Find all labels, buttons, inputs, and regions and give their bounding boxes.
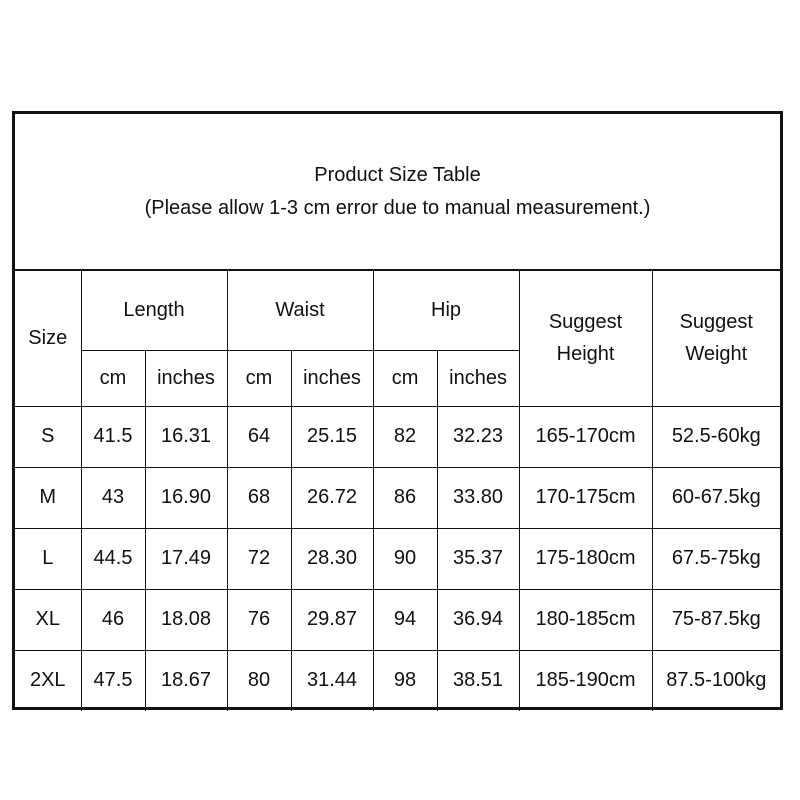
unit-hip-inches: inches [437,350,519,406]
cell-hip-cm: 98 [373,650,437,711]
cell-length-inches: 16.31 [145,406,227,467]
header-length: Length [81,271,227,350]
cell-waist-cm: 76 [227,589,291,650]
cell-suggest-height: 165-170cm [519,406,652,467]
table-row [15,650,780,711]
cell-size: 2XL [15,650,81,711]
cell-length-cm: 46 [81,589,145,650]
cell-length-inches: 17.49 [145,528,227,589]
header-size: Size [15,271,81,406]
cell-suggest-height: 180-185cm [519,589,652,650]
cell-suggest-weight: 52.5-60kg [652,406,780,467]
cell-size: M [15,467,81,528]
cell-length-inches: 16.90 [145,467,227,528]
cell-hip-cm: 82 [373,406,437,467]
unit-length-cm: cm [81,350,145,406]
size-table [15,271,780,711]
cell-suggest-weight: 87.5-100kg [652,650,780,711]
unit-hip-cm: cm [373,350,437,406]
cell-size: XL [15,589,81,650]
cell-hip-inches: 36.94 [437,589,519,650]
cell-waist-inches: 28.30 [291,528,373,589]
unit-waist-inches: inches [291,350,373,406]
header-hip: Hip [373,271,519,350]
size-chart-frame [12,111,783,710]
header-suggest-height-line2: Height [556,343,615,366]
cell-length-cm: 44.5 [81,528,145,589]
cell-length-cm: 47.5 [81,650,145,711]
cell-length-cm: 43 [81,467,145,528]
cell-hip-cm: 90 [373,528,437,589]
table-title: Product Size Table [314,164,481,186]
unit-length-inches: inches [145,350,227,406]
cell-size: S [15,406,81,467]
header-suggest-weight-line2: Weight [685,343,748,366]
title-area [15,114,780,271]
cell-length-inches: 18.08 [145,589,227,650]
cell-waist-inches: 26.72 [291,467,373,528]
cell-waist-inches: 31.44 [291,650,373,711]
cell-suggest-weight: 67.5-75kg [652,528,780,589]
header-suggest-weight-line1: Suggest [679,311,753,334]
table-row [15,406,780,467]
table-subtitle: (Please allow 1-3 cm error due to manual measurement.) [144,197,651,219]
cell-hip-inches: 38.51 [437,650,519,711]
cell-waist-inches: 25.15 [291,406,373,467]
cell-waist-cm: 68 [227,467,291,528]
table-row [15,467,780,528]
cell-waist-cm: 72 [227,528,291,589]
unit-waist-cm: cm [227,350,291,406]
header-suggest-height [519,271,652,406]
cell-suggest-weight: 75-87.5kg [652,589,780,650]
cell-hip-inches: 35.37 [437,528,519,589]
cell-hip-inches: 33.80 [437,467,519,528]
header-suggest-weight [652,271,780,406]
cell-suggest-height: 170-175cm [519,467,652,528]
cell-suggest-weight: 60-67.5kg [652,467,780,528]
cell-waist-cm: 80 [227,650,291,711]
cell-hip-cm: 94 [373,589,437,650]
header-suggest-height-line1: Suggest [548,311,623,334]
table-row [15,528,780,589]
header-row-groups [15,271,780,350]
cell-suggest-height: 175-180cm [519,528,652,589]
cell-waist-inches: 29.87 [291,589,373,650]
header-waist: Waist [227,271,373,350]
cell-waist-cm: 64 [227,406,291,467]
cell-hip-inches: 32.23 [437,406,519,467]
cell-suggest-height: 185-190cm [519,650,652,711]
table-row [15,589,780,650]
cell-length-inches: 18.67 [145,650,227,711]
cell-length-cm: 41.5 [81,406,145,467]
cell-size: L [15,528,81,589]
cell-hip-cm: 86 [373,467,437,528]
